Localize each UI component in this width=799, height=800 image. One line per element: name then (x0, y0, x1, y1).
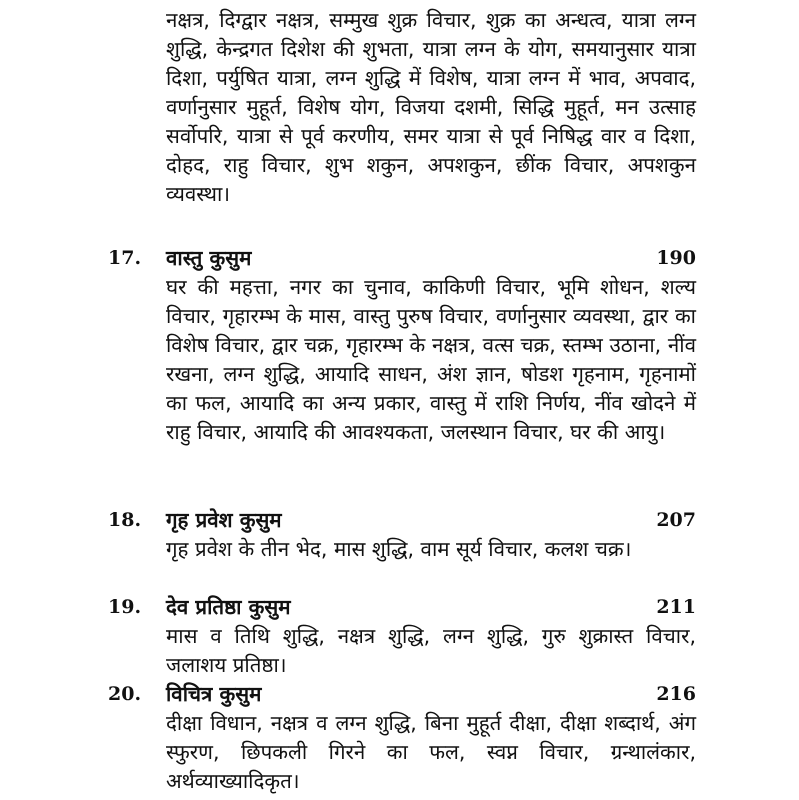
chapter-page-number: 207 (656, 509, 696, 531)
chapter-title: गृह प्रवेश कुसुम (166, 508, 282, 532)
chapter-topics: दीक्षा विधान, नक्षत्र व लग्न शुद्धि, बिना मुहूर्त दीक्षा, दीक्षा शब्दार्थ, अंग स्फुरण, छिपकली गिरने का फल, स्वप्न विचार, ग्रन्थालंकार, अर्थव्याख्यादिकृत। (166, 711, 696, 793)
chapter-topics: गृह प्रवेश के तीन भेद, मास शुद्धि, वाम सूर्य विचार, कलश चक्र। (166, 537, 632, 561)
previous-chapter-continuation: नक्षत्र, दिग्द्वार नक्षत्र, सम्मुख शुक्र विचार, शुक्र का अन्धत्व, यात्रा लग्न शुद्धि, केन्द्रगत दिशेश की शुभता, यात्रा लग्न के योग, समयानुसार यात्रा दिशा, पर्युषित यात्रा, लग्न शुद्धि में विशेष, यात्रा लग्न में भाव, अपवाद, वर्णानुसार मुहूर्त, विशेष योग, विजया दशमी, सिद्धि मुहूर्त, मन उत्साह सर्वोपरि, यात्रा से पूर्व करणीय, समर यात्रा से पूर्व निषिद्ध वार व दिशा, दोहद, राहु विचार, शुभ शकुन, अपशकुन, छींक विचार, अपशकुन व्यवस्था। (166, 8, 696, 206)
chapter-number: 18. (108, 509, 142, 531)
chapter-number: 19. (108, 596, 142, 618)
chapter-page-number: 211 (656, 596, 696, 618)
chapter-number: 20. (108, 683, 142, 705)
chapter-topics: मास व तिथि शुद्धि, नक्षत्र शुद्धि, लग्न शुद्धि, गुरु शुक्रास्त विचार, जलाशय प्रतिष्ठा। (166, 624, 696, 677)
chapter-title: देव प्रतिष्ठा कुसुम (166, 595, 291, 619)
chapter-title: विचित्र कुसुम (166, 682, 262, 706)
chapter-page-number: 190 (656, 247, 696, 269)
chapter-page-number: 216 (656, 683, 696, 705)
chapter-title: वास्तु कुसुम (166, 246, 252, 270)
chapter-topics: घर की महत्ता, नगर का चुनाव, काकिणी विचार, भूमि शोधन, शल्य विचार, गृहारम्भ के मास, वास्तु पुरुष विचार, वर्णानुसार व्यवस्था, द्वार का विशेष विचार, द्वार चक्र, गृहारम्भ के नक्षत्र, वत्स चक्र, स्तम्भ उठाना, नींव रखना, लग्न शुद्धि, आयादि साधन, अंश ज्ञान, षोडश गृहनाम, गृहनामों का फल, आयादि का अन्य प्रकार, वास्तु में राशि निर्णय, नींव खोदने में राहु विचार, आयादि की आवश्यकता, जलस्थान विचार, घर की आयु। (166, 275, 696, 444)
chapter-number: 17. (108, 247, 142, 269)
